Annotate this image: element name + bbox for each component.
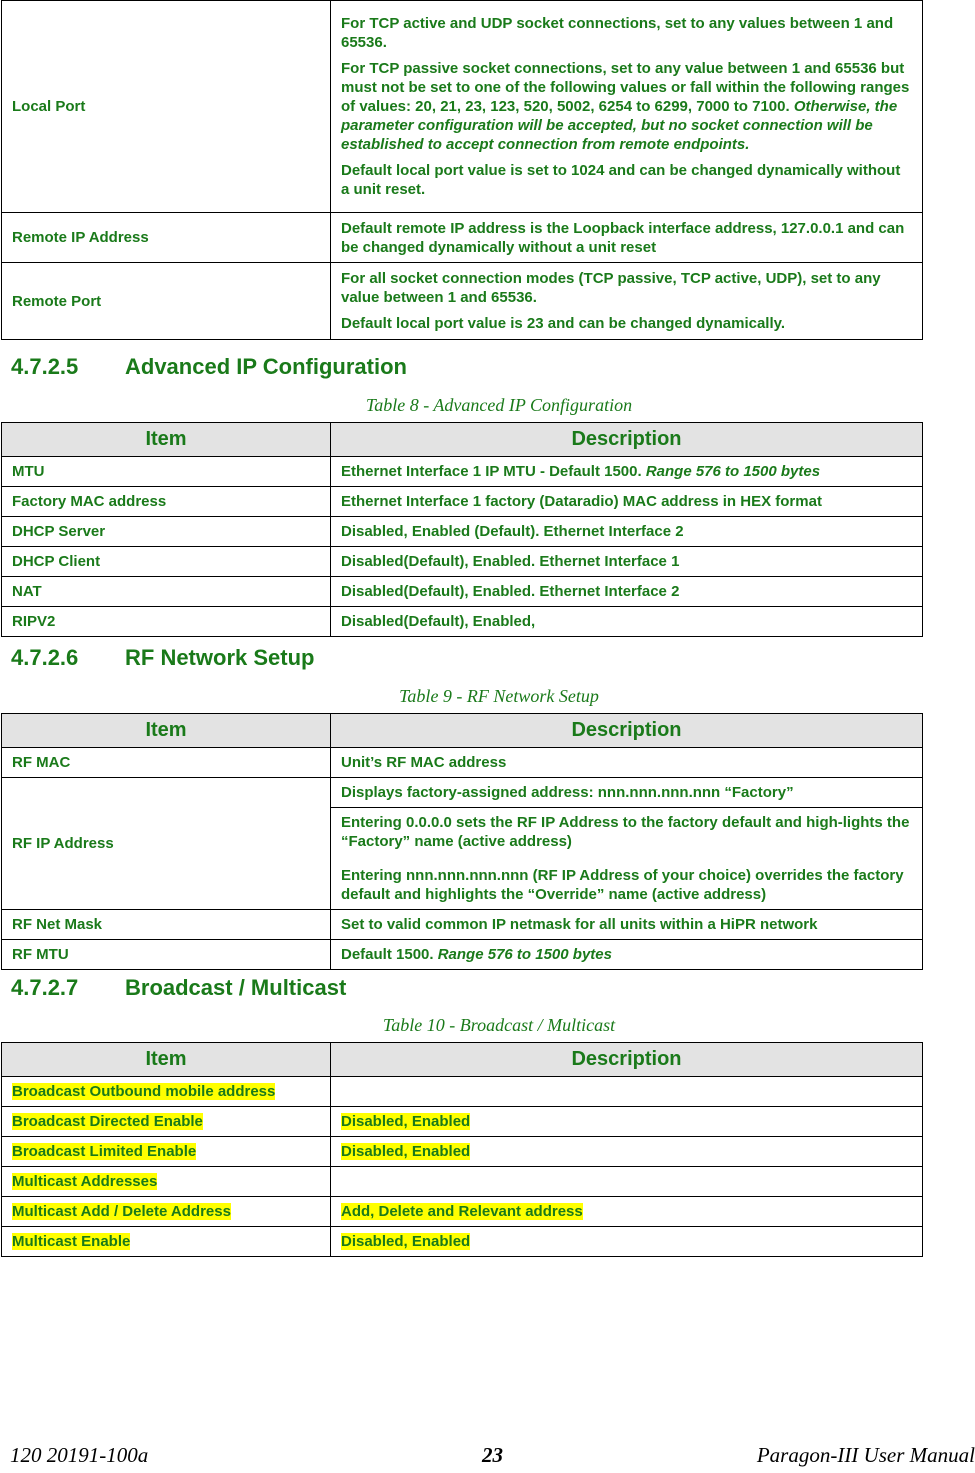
highlighted-text: Add, Delete and Relevant address: [341, 1203, 583, 1220]
table-cell-desc: [331, 1107, 923, 1137]
desc-paragraph: For all socket connection modes (TCP passive, TCP active, UDP), set to any value between 1 and 65536.: [341, 270, 881, 306]
column-header-description: Description: [331, 1043, 923, 1077]
table-row: [2, 577, 923, 607]
table-cell-desc: [331, 1167, 923, 1197]
table-row: [2, 910, 923, 940]
table-cell-item: RIPV2: [2, 607, 331, 637]
table-cell-desc: Displays factory-assigned address: nnn.nnn.nnn.nnn “Factory”: [331, 778, 923, 808]
table-cell-item: [2, 1107, 331, 1137]
table-cell-item: [2, 1167, 331, 1197]
table-row: [2, 778, 923, 808]
table-caption: Table 9 - RF Network Setup: [399, 686, 599, 706]
column-header-item: Item: [2, 714, 331, 748]
table-row: [2, 457, 923, 487]
section-number: 4.7.2.5: [11, 354, 79, 379]
table-header-row: [2, 714, 923, 748]
table-cell-item: NAT: [2, 577, 331, 607]
table-cell-item: Local Port: [2, 1, 331, 213]
table-cell-item: DHCP Server: [2, 517, 331, 547]
table-row: [2, 517, 923, 547]
column-header-description: Description: [331, 423, 923, 457]
table-cell-desc: Disabled, Enabled (Default). Ethernet Interface 2: [331, 517, 923, 547]
table-cell-item: Remote Port: [2, 263, 331, 340]
table-row: [2, 487, 923, 517]
highlighted-text: Disabled, Enabled: [341, 1113, 471, 1130]
table-cell-desc: [331, 1137, 923, 1167]
table-cell-item: Remote IP Address: [2, 213, 331, 263]
table-cell-desc: [331, 866, 923, 910]
table-cell-item: [2, 1227, 331, 1257]
socket-settings-table: [1, 0, 923, 340]
table-cell-desc: Ethernet Interface 1 factory (Dataradio) MAC address in HEX format: [331, 487, 923, 517]
column-header-item: Item: [2, 1043, 331, 1077]
highlighted-text: Multicast Enable: [12, 1233, 131, 1250]
table-row: [2, 1077, 923, 1107]
table-row: [2, 1197, 923, 1227]
rf-network-table: [1, 713, 923, 970]
table-cell-item: [2, 1197, 331, 1227]
desc-italic-text: Range 576 to 1500 bytes: [437, 946, 612, 963]
table-row: [2, 1137, 923, 1167]
table-cell-item: RF IP Address: [2, 778, 331, 910]
table-cell-item: MTU: [2, 457, 331, 487]
desc-paragraph: Entering nnn.nnn.nnn.nnn (RF IP Address of your choice) overrides the factory default and highlights the “Override” name (active address): [341, 866, 904, 903]
desc-paragraph: Default local port value is 23 and can be changed dynamically.: [341, 315, 786, 332]
table-cell-desc: [331, 1227, 923, 1257]
table-cell-item: DHCP Client: [2, 547, 331, 577]
section-heading-rf-network: [11, 645, 314, 671]
table-header-row: [2, 1043, 923, 1077]
section-number: 4.7.2.7: [11, 975, 79, 1000]
desc-paragraph: For TCP active and UDP socket connections, set to any values between 1 and 65536.: [341, 15, 894, 51]
manual-title: Paragon-III User Manual: [756, 1443, 975, 1467]
table-row: [2, 940, 923, 970]
column-header-item: Item: [2, 423, 331, 457]
table-cell-desc: Unit’s RF MAC address: [331, 748, 923, 778]
broadcast-multicast-table: [1, 1042, 923, 1257]
advanced-ip-table: [1, 422, 923, 637]
highlighted-text: Disabled, Enabled: [341, 1143, 471, 1160]
table-row: [2, 1107, 923, 1137]
table-row: [2, 1227, 923, 1257]
table-caption: Table 10 - Broadcast / Multicast: [382, 1015, 616, 1035]
page-footer: [10, 1443, 975, 1469]
table-row: [2, 748, 923, 778]
table-caption: Table 8 - Advanced IP Configuration: [365, 395, 633, 415]
table-cell-desc: Set to valid common IP netmask for all units within a HiPR network: [331, 910, 923, 940]
section-number: 4.7.2.6: [11, 645, 79, 670]
table-cell-item: [2, 1137, 331, 1167]
table-cell-item: [2, 1077, 331, 1107]
table-header-row: [2, 423, 923, 457]
highlighted-text: Broadcast Outbound mobile address: [12, 1083, 276, 1100]
desc-text: Default 1500.: [341, 946, 438, 963]
desc-text: Ethernet Interface 1 IP MTU - Default 1500.: [341, 463, 646, 480]
page-number: 23: [482, 1443, 503, 1467]
table-cell-item: Factory MAC address: [2, 487, 331, 517]
highlighted-text: Disabled, Enabled: [341, 1233, 471, 1250]
table-cell-desc: Disabled(Default), Enabled. Ethernet Interface 2: [331, 577, 923, 607]
highlighted-text: Multicast Addresses: [12, 1173, 158, 1190]
table-cell-desc: Disabled(Default), Enabled,: [331, 607, 923, 637]
highlighted-text: Broadcast Directed Enable: [12, 1113, 203, 1130]
table-row: [2, 1, 923, 213]
section-title: Advanced IP Configuration: [125, 354, 407, 379]
table-cell-desc: [331, 1197, 923, 1227]
section-title: RF Network Setup: [125, 645, 315, 670]
table-cell-desc: [331, 940, 923, 970]
table-row: [2, 263, 923, 340]
table-cell-desc: [331, 457, 923, 487]
highlighted-text: Broadcast Limited Enable: [12, 1143, 197, 1160]
desc-italic-text: Otherwise, the parameter configuration will be accepted, but no socket connection will be established to accept connection from remote endpoints.: [341, 98, 898, 153]
section-heading-broadcast: [11, 975, 346, 1001]
section-title: Broadcast / Multicast: [125, 975, 347, 1000]
table-cell-desc: [331, 263, 923, 340]
table-cell-desc: [331, 1077, 923, 1107]
table-cell-item: RF MAC: [2, 748, 331, 778]
table-row: [2, 1167, 923, 1197]
table-row: [2, 213, 923, 263]
table-row: [2, 607, 923, 637]
desc-paragraph: [341, 59, 912, 154]
table-cell-desc: Disabled(Default), Enabled. Ethernet Interface 1: [331, 547, 923, 577]
table-cell-desc: [331, 808, 923, 866]
table-row: [2, 547, 923, 577]
desc-italic-text: Range 576 to 1500 bytes: [645, 463, 821, 480]
table-cell-desc: Default remote IP address is the Loopback interface address, 127.0.0.1 and can be changed dynamically without a unit reset: [331, 213, 923, 263]
section-heading-advanced-ip: [11, 354, 407, 380]
highlighted-text: Multicast Add / Delete Address: [12, 1203, 231, 1220]
desc-paragraph: Default local port value is set to 1024 and can be changed dynamically without a unit reset.: [341, 162, 901, 198]
table-cell-desc: [331, 1, 923, 213]
document-number: 120 20191-100a: [10, 1443, 149, 1467]
table-cell-item: RF Net Mask: [2, 910, 331, 940]
table-cell-item: RF MTU: [2, 940, 331, 970]
desc-paragraph: Entering 0.0.0.0 sets the RF IP Address to the factory default and high-lights the “Factory” name (active address): [341, 814, 910, 850]
column-header-description: Description: [331, 714, 923, 748]
desc-text: For TCP passive socket connections, set to any value between 1 and 65536 but must not be set to one of the following values or fall within the following ranges of values: 20, 21, 23, 123, 520, 5002, 6254 to 6299, 7000 to 7100.: [341, 60, 910, 115]
